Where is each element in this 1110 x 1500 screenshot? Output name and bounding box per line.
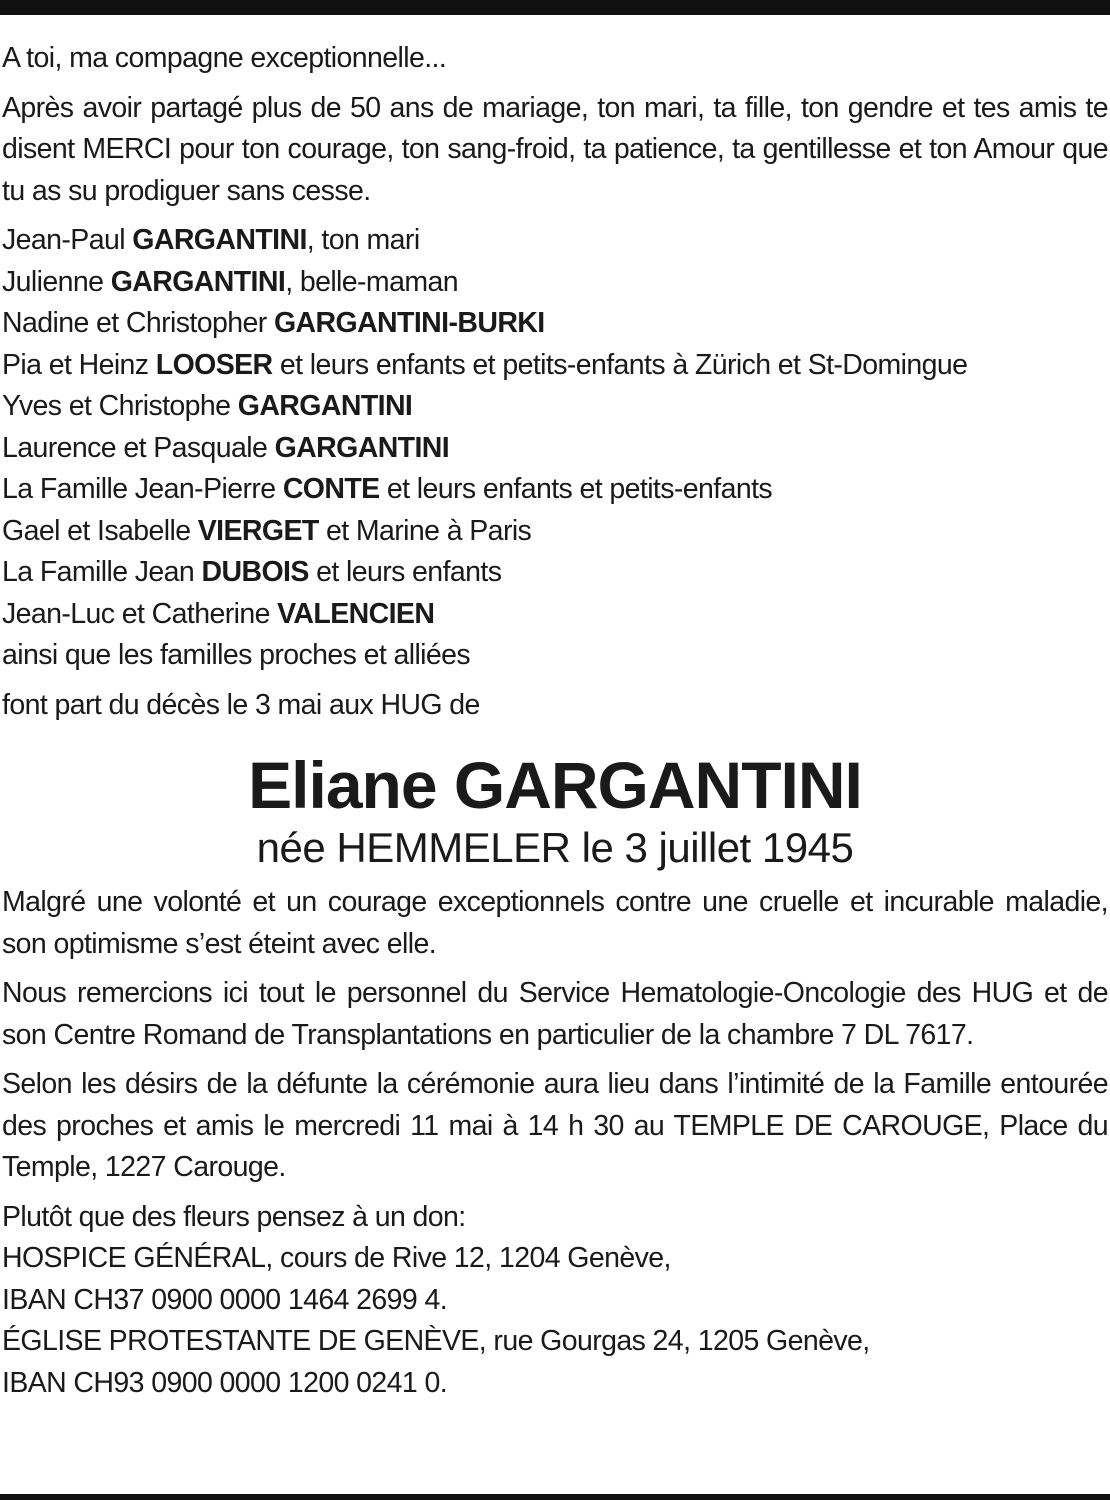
ceremony-paragraph: Selon les désirs de la défunte la cérémonie aura lieu dans l’intimité de la Famille entourée des proches et amis le mercredi 11 mai à 14 h 30 au TEMPLE DE CAROUGE, Place du Temple, 1227 Carouge. [2, 1068, 1108, 1183]
family-member: Laurence et Pasquale GARGANTINI [2, 431, 450, 464]
top-rule [0, 0, 1110, 15]
family-member: Gael et Isabelle VIERGET et Marine à Paris [2, 514, 532, 547]
thanks-paragraph: Nous remercions ici tout le personnel du Service Hematologie-Oncologie des HUG et de son Centre Romand de Transplantations en particulier de la chambre 7 DL 7617. [2, 977, 1108, 1051]
donation-block [2, 1197, 1108, 1405]
donation-line: IBAN CH37 0900 0000 1464 2699 4. [2, 1283, 448, 1316]
family-member: Yves et Christophe GARGANTINI [2, 390, 413, 422]
obituary-notice [2, 38, 1108, 1404]
deceased-name: Eliane GARGANTINI [248, 748, 862, 822]
family-member: Nadine et Christopher GARGANTINI-BURKI [2, 307, 545, 339]
donation-line: ÉGLISE PROTESTANTE DE GENÈVE, rue Gourgas 24, 1205 Genève, [2, 1325, 870, 1357]
family-closing: ainsi que les familles proches et alliées [2, 639, 471, 671]
deceased-birth: née HEMMELER le 3 juillet 1945 [256, 824, 854, 871]
donation-line: IBAN CH93 0900 0000 1200 0241 0. [2, 1366, 448, 1399]
family-member: La Famille Jean DUBOIS et leurs enfants [2, 556, 502, 588]
family-list [2, 220, 1108, 677]
bottom-rule [0, 1494, 1110, 1500]
donation-intro: Plutôt que des fleurs pensez à un don: [2, 1200, 466, 1233]
donation-line: HOSPICE GÉNÉRAL, cours de Rive 12, 1204 Genève, [2, 1242, 671, 1274]
family-member: Jean-Paul GARGANTINI, ton mari [2, 224, 420, 256]
tribute-paragraph: Après avoir partagé plus de 50 ans de mariage, ton mari, ta fille, ton gendre et tes amis te disent MERCI pour ton courage, ton sang-froid, ta patience, ta gentillesse et ton Amour que tu as su prodiguer sans cesse. [2, 91, 1108, 207]
intro-line: A toi, ma compagne exceptionnelle... [2, 42, 447, 74]
family-member: Pia et Heinz LOOSER et leurs enfants et petits-enfants à Zürich et St-Domingue [2, 348, 968, 381]
family-member: Julienne GARGANTINI, belle-maman [2, 265, 458, 298]
family-member: La Famille Jean-Pierre CONTE et leurs enfants et petits-enfants [2, 473, 773, 505]
illness-paragraph: Malgré une volonté et un courage exceptionnels contre une cruelle et incurable maladie, son optimisme s’est éteint avec elle. [2, 886, 1108, 960]
family-member: Jean-Luc et Catherine VALENCIEN [2, 597, 435, 630]
announcement-line: font part du décès le 3 mai aux HUG de [2, 688, 480, 721]
